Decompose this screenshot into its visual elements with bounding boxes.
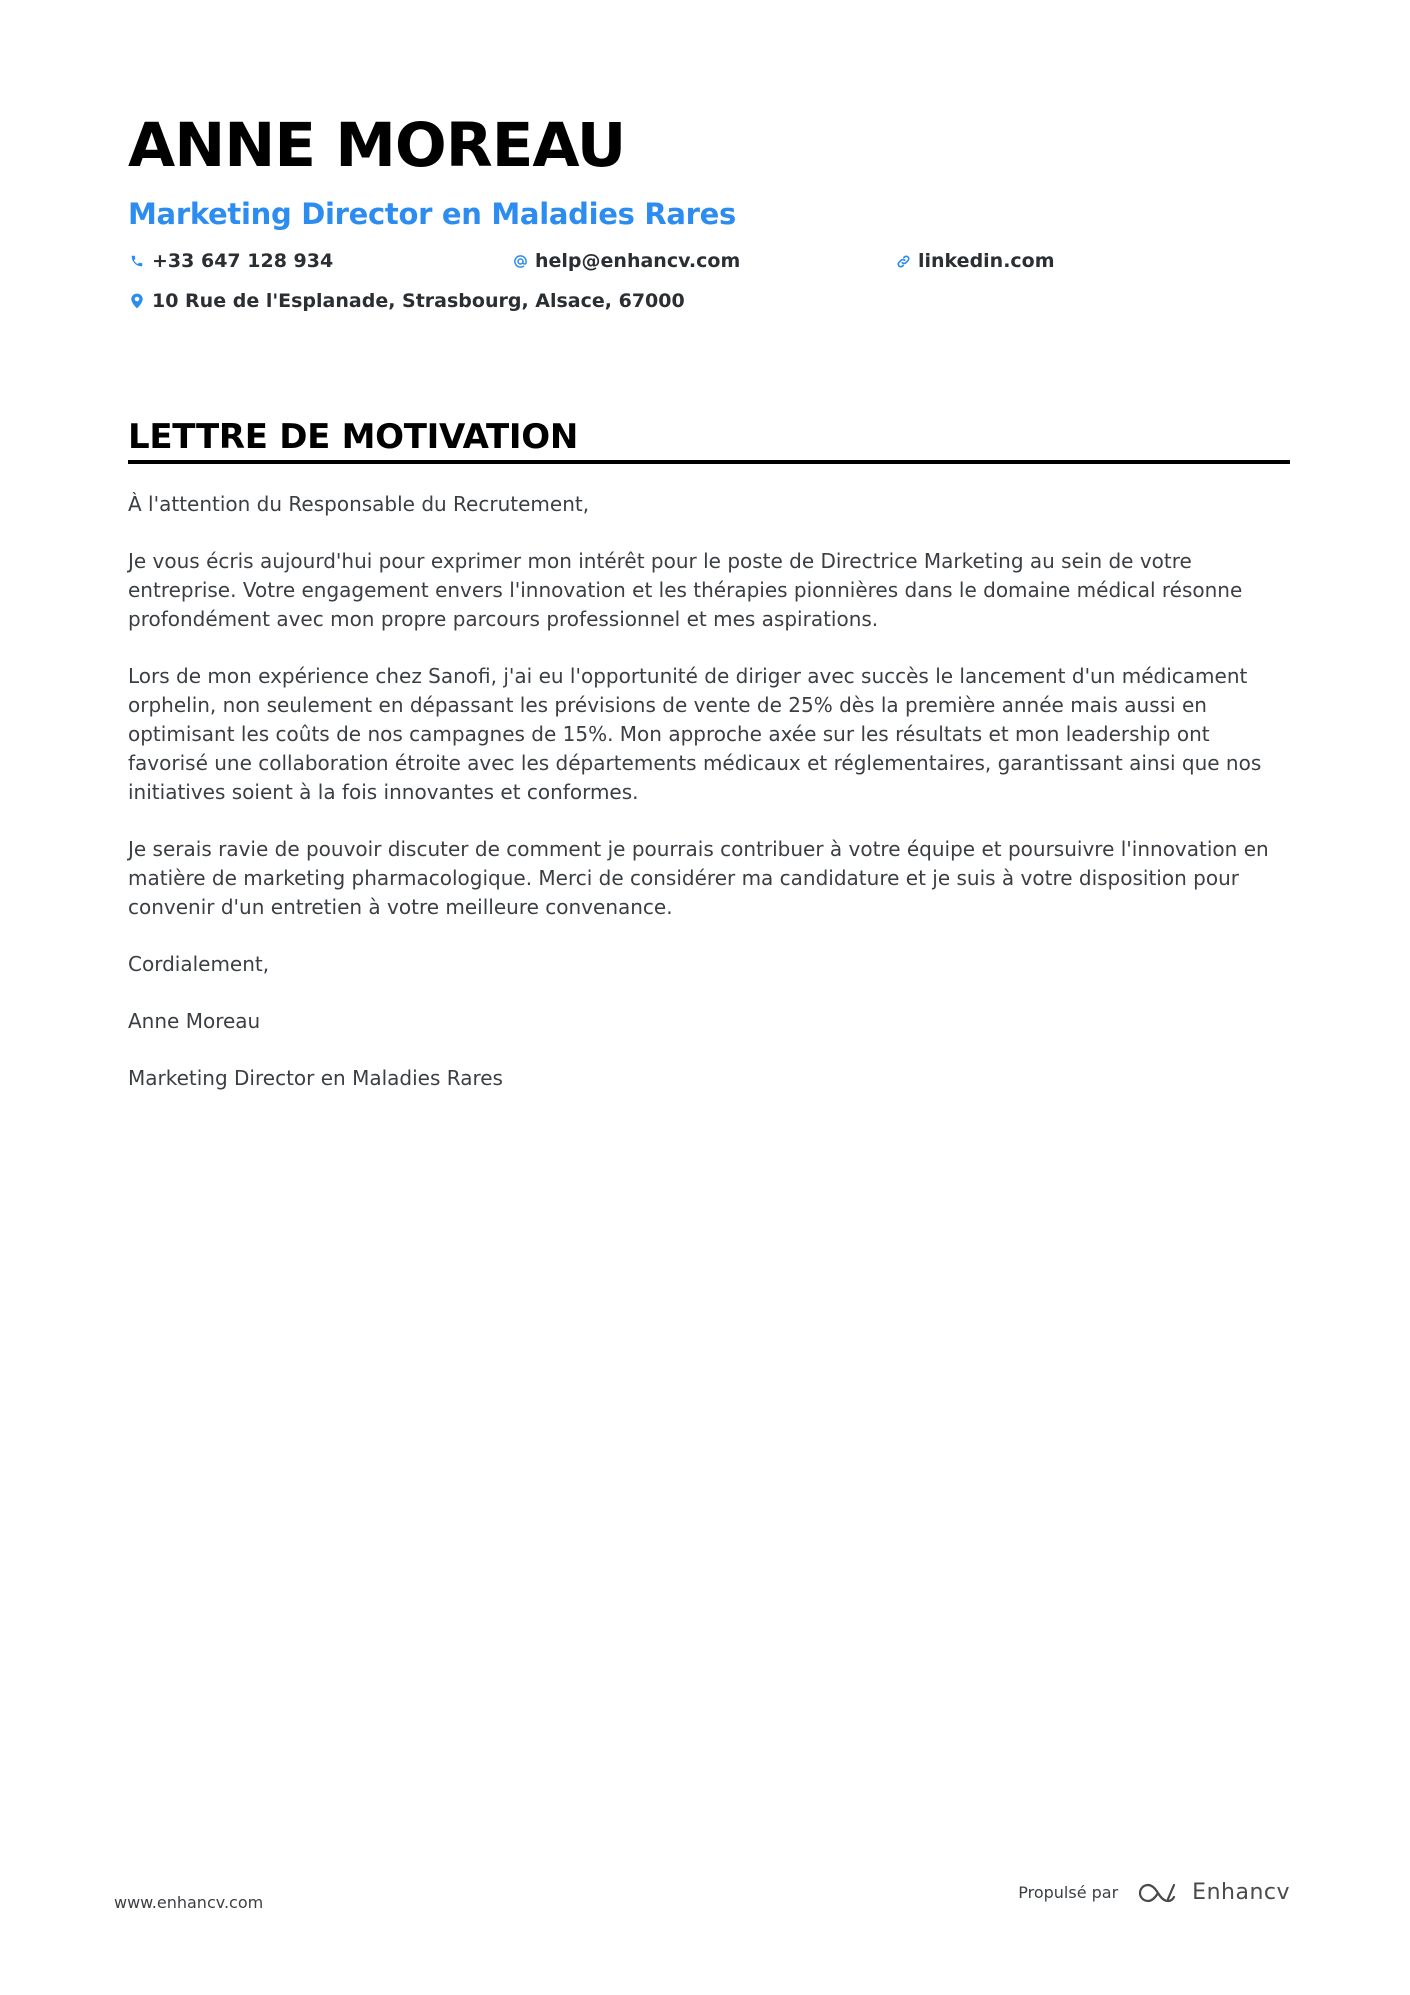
address-text: 10 Rue de l'Esplanade, Strasbourg, Alsace, 67000 [152,290,685,312]
linkedin-text: linkedin.com [918,250,1055,272]
signature-title: Marketing Director en Maladies Rares [128,1066,503,1090]
paragraph: Lors de mon expérience chez Sanofi, j'ai eu l'opportunité de diriger avec succès le lancement d'un médicament orphelin, non seulement en dépassant les prévisions de vente de 25% dès la première année mais aussi en optimisant les coûts de nos campagnes de 15%. Mon approche axée sur les résultats et mon leadership ont favorisé une collaboration étroite avec les départements médicaux et réglementaires, garantissant ainsi que nos initiatives soient à la fois innovantes et conformes. [128,664,1262,804]
email-text: help@enhancv.com [535,250,741,272]
location-pin-icon [128,292,146,310]
closing: Cordialement, [128,952,270,976]
contact-phone[interactable] [128,250,333,272]
applicant-name: ANNE MOREAU [128,110,626,181]
salutation: À l'attention du Responsable du Recrutement, [128,492,590,516]
footer-website[interactable]: www.enhancv.com [114,1893,264,1912]
paragraph: Je vous écris aujourd'hui pour exprimer mon intérêt pour le poste de Directrice Marketing au sein de votre entreprise. Votre engagement envers l'innovation et les thérapies pionnières dans le domaine médical résonne profondément avec mon propre parcours professionnel et mes aspirations. [128,549,1243,631]
contact-linkedin[interactable] [894,250,1055,272]
contact-email[interactable] [511,250,740,272]
brand-name: Enhancv [1192,1880,1290,1905]
phone-icon [128,252,146,270]
applicant-title: Marketing Director en Maladies Rares [128,197,736,231]
footer-branding [1018,1880,1290,1905]
enhancv-logo-icon[interactable] [1138,1881,1184,1905]
phone-text: +33 647 128 934 [152,250,334,272]
paragraph: Je serais ravie de pouvoir discuter de comment je pourrais contribuer à votre équipe et poursuivre l'innovation en matière de marketing pharmacologique. Merci de considérer ma candidature et je suis à votre disposition pour convenir d'un entretien à votre meilleure convenance. [128,837,1269,919]
cover-letter-page [128,110,1290,1121]
section-title: LETTRE DE MOTIVATION [128,416,1290,464]
letter-body [128,490,1290,1093]
contact-address [128,290,685,312]
signature-name: Anne Moreau [128,1009,261,1033]
contact-info [128,250,1290,330]
link-icon [894,252,912,270]
powered-by-label: Propulsé par [1018,1883,1119,1902]
at-icon [511,252,529,270]
